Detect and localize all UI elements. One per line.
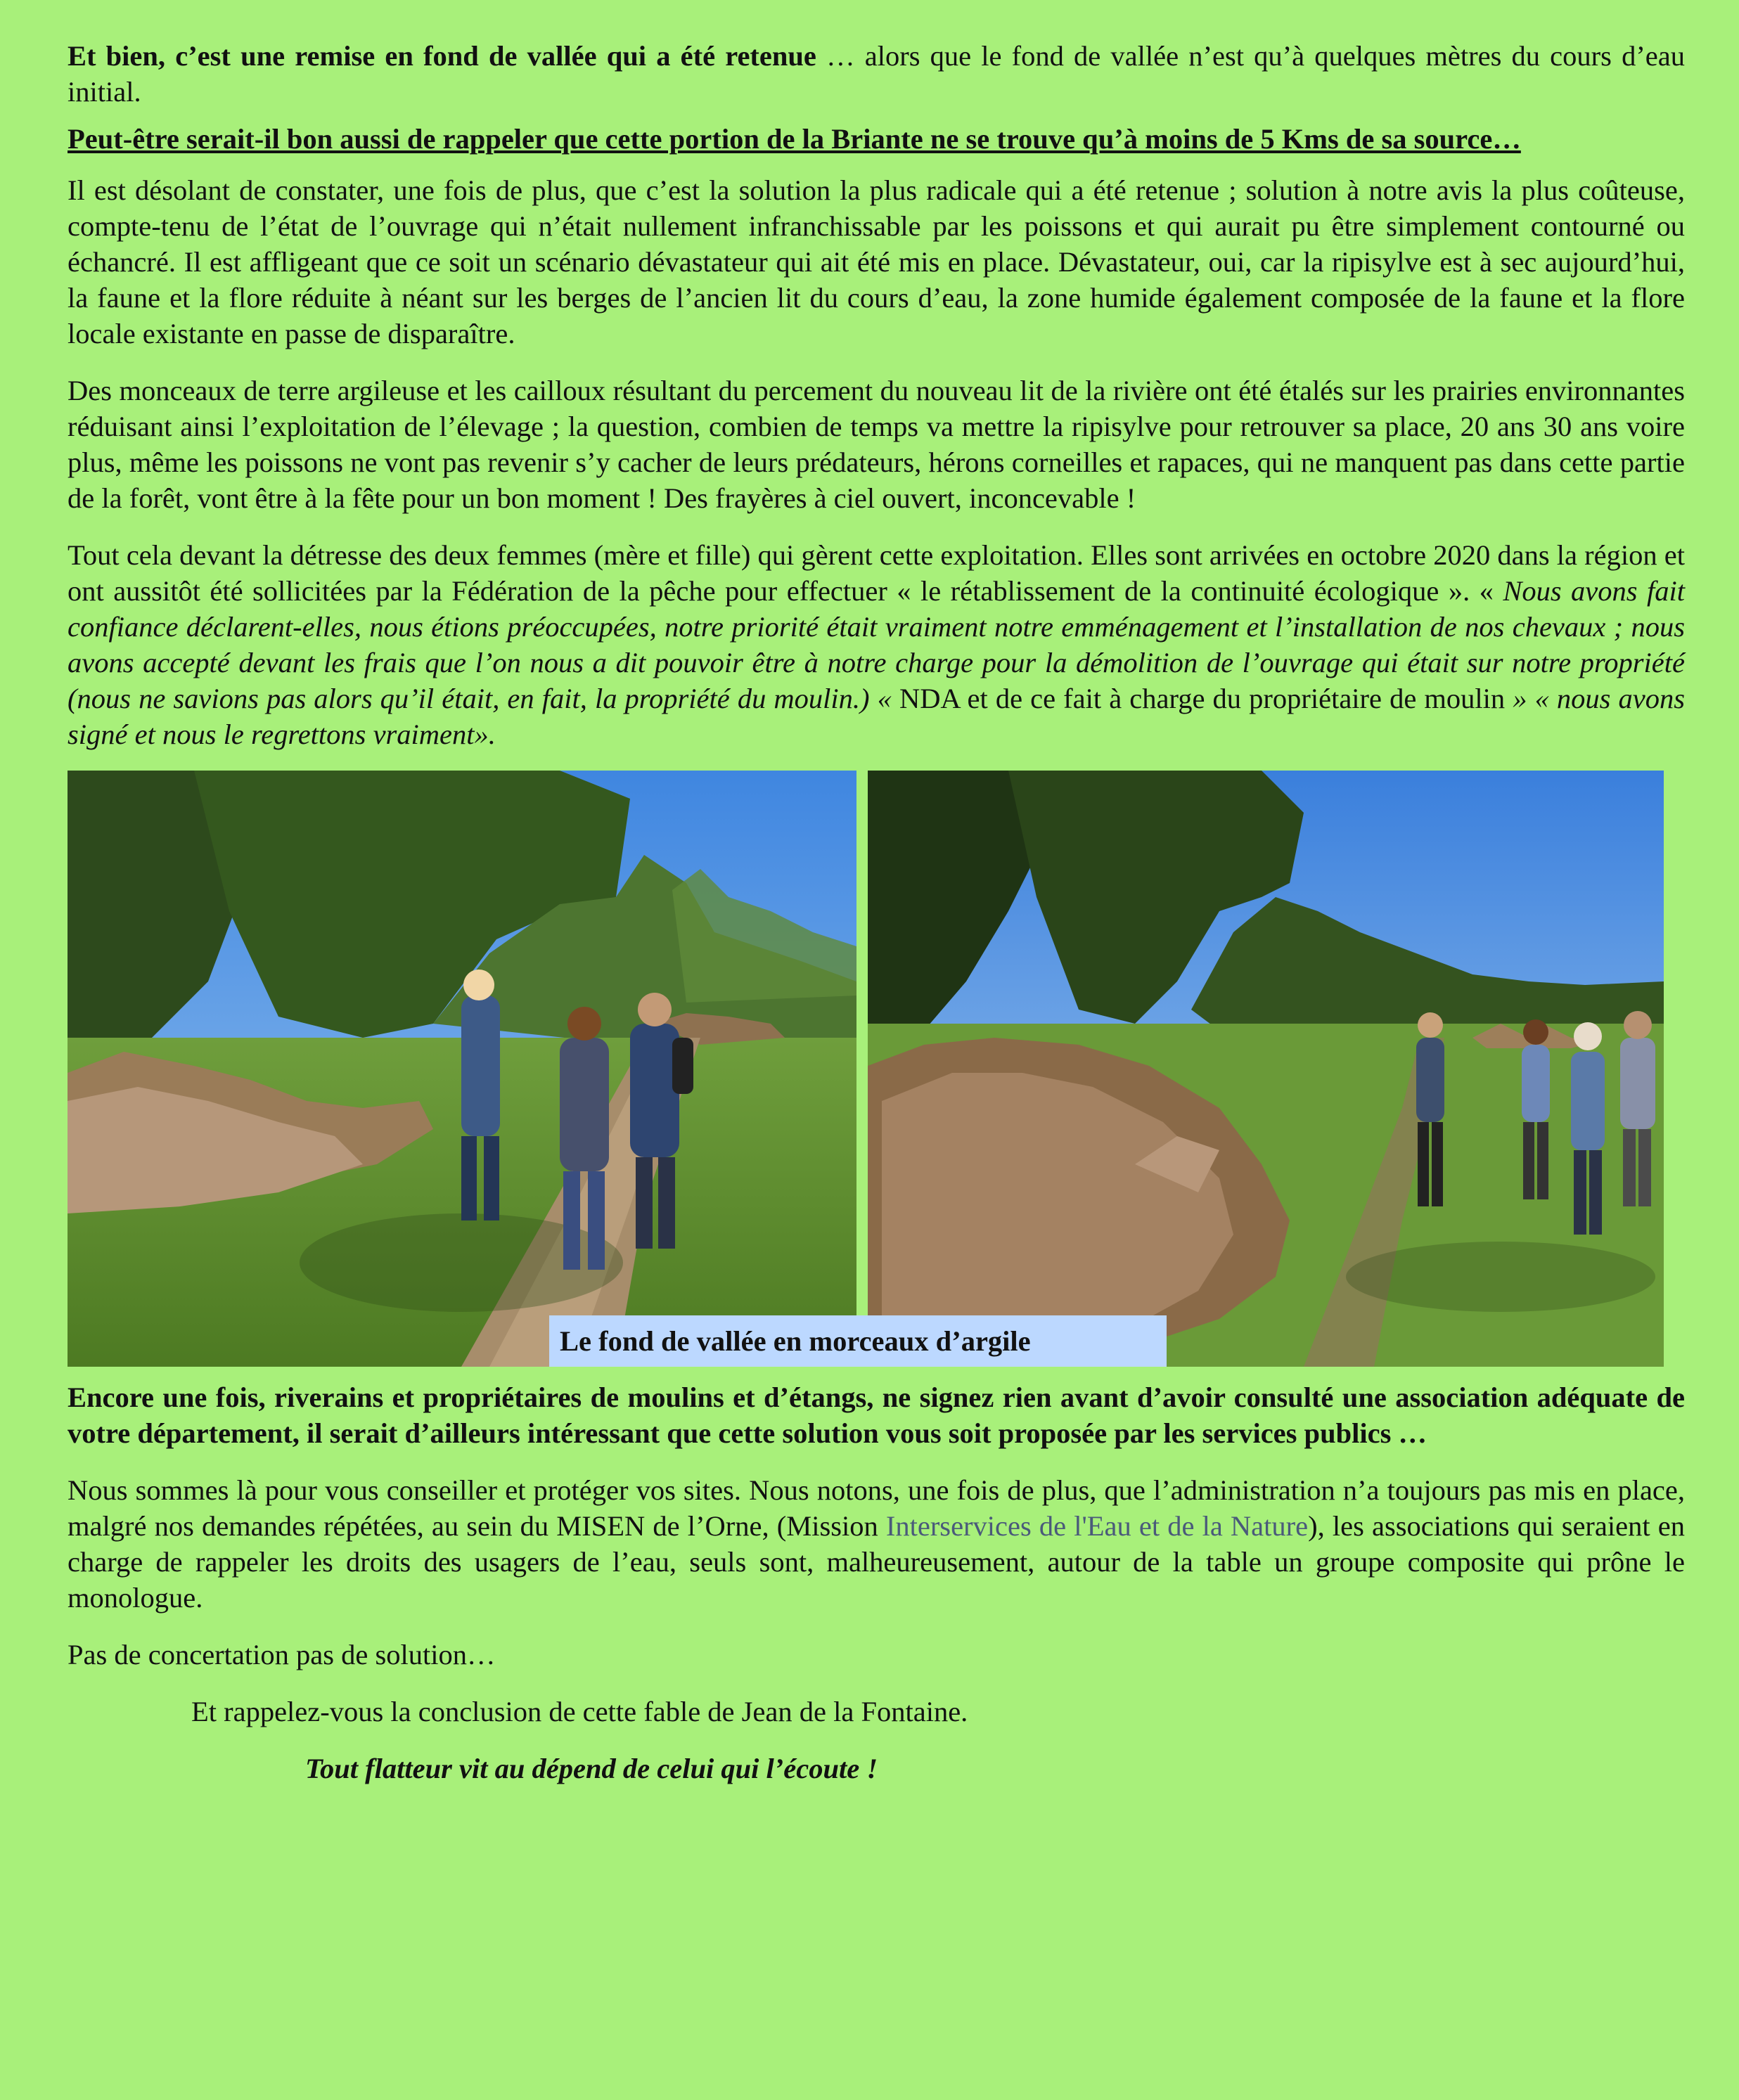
photo-clay-mounds-left (68, 771, 856, 1367)
intro-paragraph (68, 38, 1685, 110)
paragraph-fable-intro: Et rappelez-vous la conclusion de cette fable de Jean de la Fontaine. (191, 1696, 968, 1727)
intro-rest-text: … alors que le fond de vallée n’est qu’à quelques mètres du cours d’eau initial. (68, 40, 1686, 108)
photo-caption: Le fond de vallée en morceaux d’argile (549, 1315, 1167, 1367)
source-note-paragraph: Peut-être serait-il bon aussi de rappeler que cette portion de la Briante ne se trouve qu’à moins de 5 Kms de sa source… (68, 123, 1521, 155)
paragraph-clay-mounds: Des monceaux de terre argileuse et les cailloux résultant du percement du nouveau lit de la rivière ont été étalés sur les prairies environnantes réduisant ainsi l’exploitation de l’élevage ; la question, combien de temps va mettre la ripisylve pour retrouver sa place, 20 ans 30 ans voire plus, même les poissons ne vont pas revenir s’y cacher de leurs prédateurs, hérons corneilles et rapaces, qui ne manquent pas dans cette partie de la forêt, vont être à la fête pour un bon moment ! Des frayères à ciel ouvert, inconcevable ! (68, 375, 1685, 514)
misen-expansion-text: Interservices de l'Eau et de la Nature (885, 1510, 1309, 1542)
administration-text-b: ), les associations qui seraient en charge de rappeler les droits des usagers de l’eau, seuls sont, malheureusement, autour de la table un groupe composite qui prône le monologue. (68, 1510, 1685, 1613)
photo-row (68, 771, 1685, 1367)
two-women-text-c: NDA et de ce fait à charge du propriétaire de moulin (891, 683, 1513, 714)
two-women-text-a: Tout cela devant la détresse des deux femmes (mère et fille) qui gèrent cette exploitation. Elles sont arrivées en octobre 2020 dans la région et ont aussitôt été sollicitées par la Fédération de la pêche pour effectuer « le rétablissement de la continuité écologique ». « (68, 539, 1685, 607)
paragraph-no-concertation: Pas de concertation pas de solution… (68, 1639, 496, 1670)
paragraph-radical-solution: Il est désolant de constater, une fois de plus, que c’est la solution la plus radicale qui a été retenue ; solution à notre avis la plus coûteuse, compte-tenu de l’état de l’ouvrage qui n’était nullement infranchissable par les poissons et qui aurait pu être simplement contourné ou échancré. Il est affligeant que ce soit un scénario dévastateur qui ait été mis en place. Dévastateur, oui, car la ripisylve est à sec aujourd’hui, la faune et la flore réduite à néant sur les berges de l’ancien lit du cours d’eau, la zone humide également composée de la faune et la flore locale existante en passe de disparaître. (68, 174, 1685, 349)
article (68, 38, 1685, 1786)
two-women-quote-d: » « nous avons signé et nous le regrettons vraiment». (68, 683, 1685, 750)
two-women-quote-b: Nous avons fait confiance déclarent-elles, nous étions préoccupées, notre priorité était vraiment notre emménagement et l’installation de nos chevaux ; nous avons accepté devant les frais que l’on nous a dit pouvoir être à notre charge pour la démolition de l’ouvrage qui était sur notre propriété (nous ne savions pas alors qu’il était, en fait, la propriété du moulin.) « (68, 575, 1685, 714)
paragraph-administration (68, 1472, 1685, 1616)
intro-bold-text: Et bien, c’est une remise en fond de vallée qui a été retenue (68, 40, 816, 72)
fable-quote: Tout flatteur vit au dépend de celui qui l’écoute ! (305, 1753, 878, 1784)
warning-paragraph: Encore une fois, riverains et propriétaires de moulins et d’étangs, ne signez rien avant d’avoir consulté une association adéquate de votre département, il serait d’ailleurs intéressant que cette solution vous soit proposée par les services publics … (68, 1381, 1685, 1449)
photo-clay-mounds-right (868, 771, 1664, 1367)
administration-text-a: Nous sommes là pour vous conseiller et protéger vos sites. Nous notons, une fois de plus, que l’administration n’a toujours pas mis en place, malgré nos demandes répétées, au sein du MISEN de l’Orne, (Mission (68, 1474, 1685, 1542)
paragraph-two-women (68, 537, 1685, 752)
